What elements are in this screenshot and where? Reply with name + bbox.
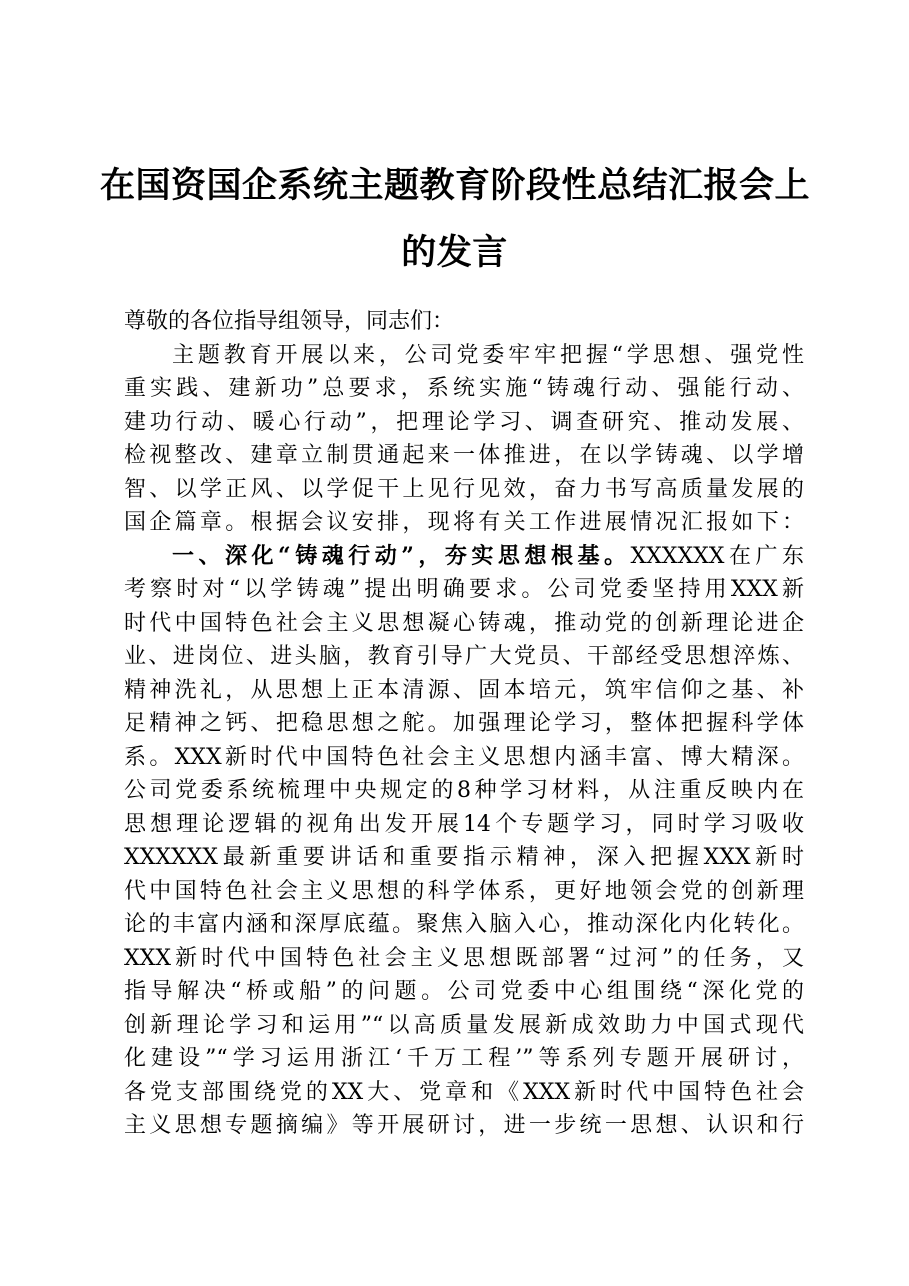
paragraph-line: 考察时对“以学铸魂”提出明确要求。公司党委坚持用XXX新 (124, 577, 804, 602)
document-title-line-1: 在国资国企系统主题教育阶段性总结汇报会上 (100, 165, 811, 206)
paragraph-line: XXXXXX最新重要讲话和重要指示精神，深入把握XXX新时 (124, 845, 804, 870)
paragraph-line: 足精神之钙、把稳思想之舵。加强理论学习，整体把握科学体 (124, 711, 804, 736)
paragraph-line: 时代中国特色社会主义思想凝心铸魂，推动党的创新理论进企 (124, 610, 804, 636)
paragraph-line: 国企篇章。根据会议安排，现将有关工作进展情况汇报如下： (124, 510, 804, 535)
paragraph-line: XXX新时代中国特色社会主义思想既部署“过河”的任务，又 (124, 945, 804, 971)
section-1-first-line (124, 540, 804, 574)
paragraph-line: 主题教育开展以来，公司党委牢牢把握“学思想、强党性 (172, 342, 804, 368)
section-1-heading: 一、深化“铸魂行动”，夯实思想根基。 (172, 542, 631, 569)
paragraph-line: 化建设”“学习运用浙江‘千万工程’”等系列专题开展研讨， (124, 1046, 804, 1071)
section-1-first-line-text: XXXXXX在广东 (630, 543, 804, 569)
paragraph-line: 公司党委系统梳理中央规定的8种学习材料，从注重反映内在 (124, 778, 804, 803)
paragraph-line: 重实践、建新功”总要求，系统实施“铸魂行动、强能行动、 (124, 376, 804, 401)
document-title-line-2: 的发言 (401, 232, 508, 273)
paragraph-line: 主义思想专题摘编》等开展研讨，进一步统一思想、认识和行 (124, 1113, 804, 1138)
paragraph-line: 检视整改、建章立制贯通起来一体推进，在以学铸魂、以学增 (124, 443, 804, 468)
paragraph-line: 建功行动、暖心行动”，把理论学习、调查研究、推动发展、 (124, 409, 804, 435)
paragraph-line: 代中国特色社会主义思想的科学体系，更好地领会党的创新理 (124, 878, 804, 904)
paragraph-line: 精神洗礼，从思想上正本清源、固本培元，筑牢信仰之基、补 (124, 677, 804, 703)
paragraph-line: 创新理论学习和运用”“以高质量发展新成效助力中国式现代 (124, 1012, 804, 1038)
paragraph-line: 思想理论逻辑的视角出发开展14个专题学习，同时学习吸收 (124, 811, 804, 837)
paragraph-line: 业、进岗位、进头脑，教育引导广大党员、干部经受思想淬炼、 (124, 644, 804, 669)
paragraph-line: 智、以学正风、以学促干上见行见效，奋力书写高质量发展的 (124, 476, 804, 502)
paragraph-line: 指导解决“桥或船”的问题。公司党委中心组围绕“深化党的 (124, 979, 804, 1004)
paragraph-line: 论的丰富内涵和深厚底蕴。聚焦入脑入心，推动深化内化转化。 (124, 912, 804, 937)
salutation: 尊敬的各位指导组领导，同志们： (124, 309, 455, 334)
paragraph-line: 系。XXX新时代中国特色社会主义思想内涵丰富、博大精深。 (124, 744, 804, 770)
document-body (124, 305, 804, 1143)
paragraph-line: 各党支部围绕党的XX大、党章和《XXX新时代中国特色社会 (124, 1079, 804, 1105)
